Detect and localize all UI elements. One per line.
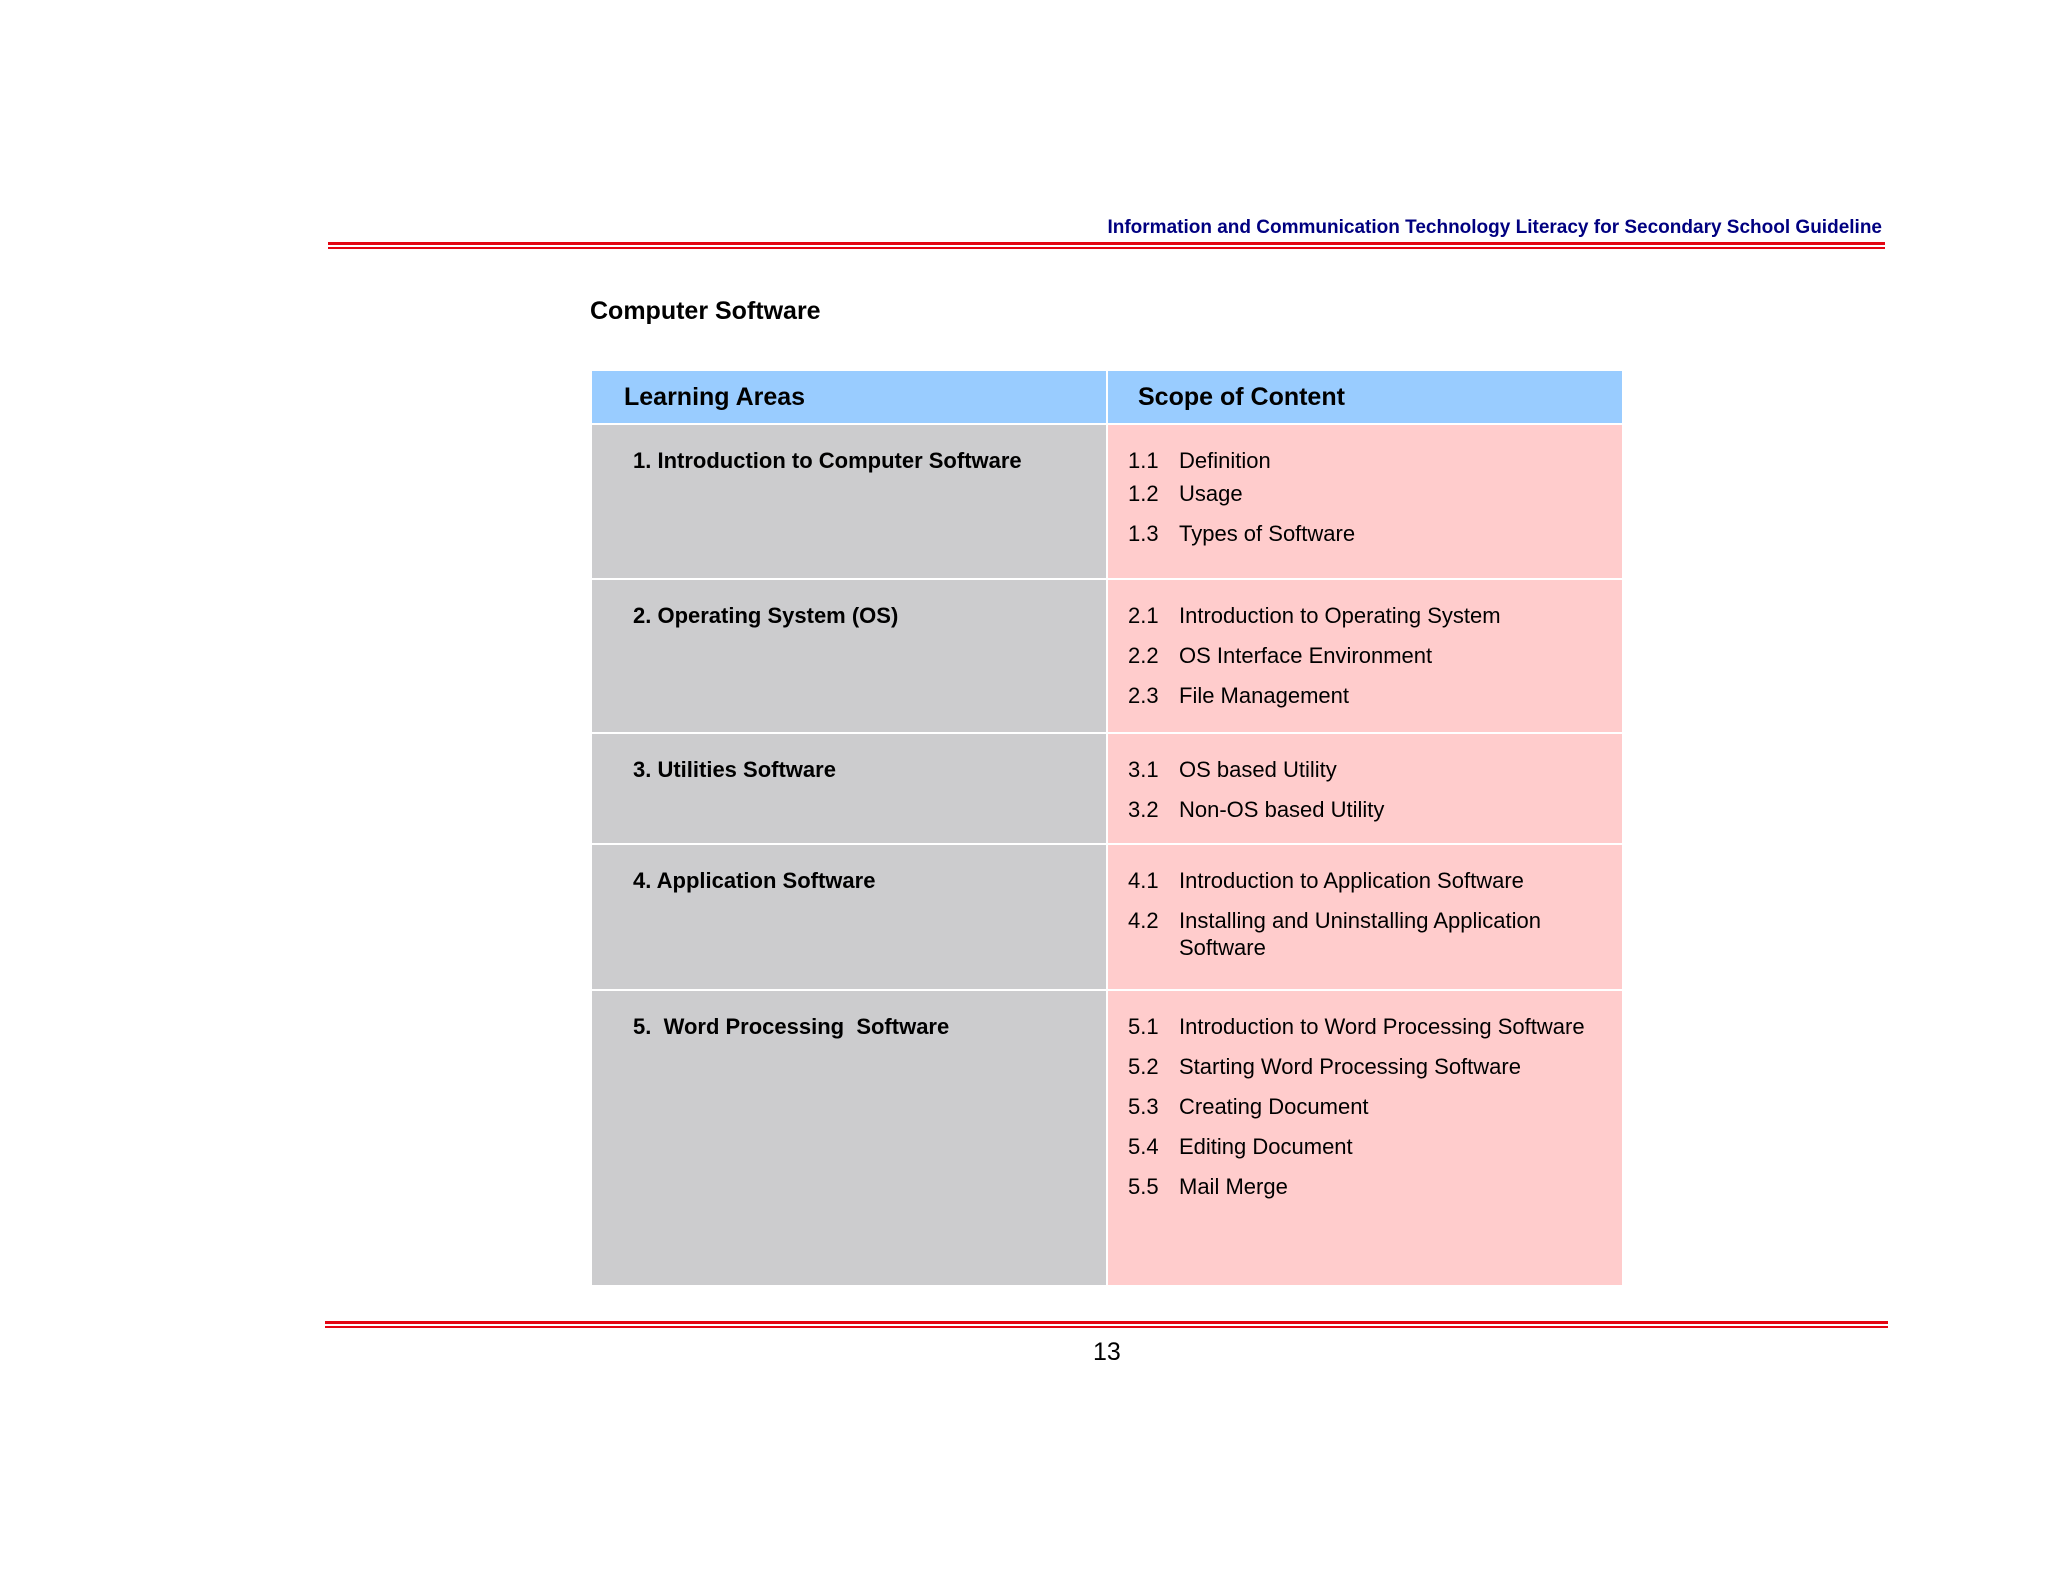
scope-item-number: 1.2 bbox=[1128, 481, 1159, 506]
learning-area-cell bbox=[591, 844, 1107, 990]
learning-area-label: 4. Application Software bbox=[633, 868, 876, 893]
scope-list bbox=[1108, 734, 1622, 823]
scope-item-text: Starting Word Processing Software bbox=[1179, 1054, 1521, 1079]
scope-item bbox=[1108, 796, 1622, 823]
scope-item-text: Definition bbox=[1179, 448, 1271, 473]
scope-item-number: 5.3 bbox=[1128, 1094, 1159, 1119]
table-row bbox=[591, 733, 1623, 844]
learning-area-cell bbox=[591, 424, 1107, 579]
scope-list bbox=[1108, 845, 1622, 961]
scope-item-number: 3.2 bbox=[1128, 797, 1159, 822]
scope-item bbox=[1108, 907, 1622, 961]
learning-areas-table bbox=[590, 369, 1624, 1287]
scope-item-number: 5.2 bbox=[1128, 1054, 1159, 1079]
scope-item bbox=[1108, 480, 1622, 507]
scope-item bbox=[1108, 1133, 1622, 1160]
table-row bbox=[591, 579, 1623, 733]
scope-item-text: Introduction to Operating System bbox=[1179, 603, 1501, 628]
scope-item-number: 1.3 bbox=[1128, 521, 1159, 546]
scope-item-number: 5.5 bbox=[1128, 1174, 1159, 1199]
scope-cell bbox=[1107, 733, 1623, 844]
scope-list bbox=[1108, 425, 1622, 547]
scope-item bbox=[1108, 756, 1622, 783]
scope-item-text: OS based Utility bbox=[1179, 757, 1337, 782]
scope-item bbox=[1108, 1173, 1622, 1200]
scope-item bbox=[1108, 682, 1622, 709]
learning-area-label: 1. Introduction to Computer Software bbox=[633, 448, 1022, 473]
scope-item-number: 2.2 bbox=[1128, 643, 1159, 668]
scope-item bbox=[1108, 602, 1622, 629]
learning-area-cell bbox=[591, 579, 1107, 733]
scope-item-number: 1.1 bbox=[1128, 448, 1159, 473]
scope-item-number: 5.1 bbox=[1128, 1014, 1159, 1039]
page-number: 13 bbox=[1093, 1338, 1121, 1366]
scope-list bbox=[1108, 991, 1622, 1200]
table-header-row bbox=[591, 370, 1623, 424]
scope-item-text: Types of Software bbox=[1179, 521, 1356, 546]
scope-item-number: 2.3 bbox=[1128, 683, 1159, 708]
document-header-title: Information and Communication Technology Literacy for Secondary School Guideline bbox=[1107, 217, 1882, 238]
scope-item-text: OS Interface Environment bbox=[1179, 643, 1433, 668]
learning-area-label: 3. Utilities Software bbox=[633, 757, 836, 782]
scope-cell bbox=[1107, 579, 1623, 733]
scope-item-text: Usage bbox=[1179, 481, 1243, 506]
header-divider bbox=[328, 242, 1885, 250]
scope-cell bbox=[1107, 424, 1623, 579]
scope-item-number: 3.1 bbox=[1128, 757, 1159, 782]
scope-item bbox=[1108, 1053, 1622, 1080]
scope-item bbox=[1108, 1013, 1622, 1040]
scope-item-number: 4.1 bbox=[1128, 868, 1159, 893]
table-row bbox=[591, 424, 1623, 579]
scope-item-text: Creating Document bbox=[1179, 1094, 1369, 1119]
scope-item-text: Mail Merge bbox=[1179, 1174, 1288, 1199]
learning-area-label: 2. Operating System (OS) bbox=[633, 603, 899, 628]
section-title: Computer Software bbox=[590, 297, 821, 325]
scope-item-number: 5.4 bbox=[1128, 1134, 1159, 1159]
scope-item bbox=[1108, 447, 1622, 474]
learning-area-cell bbox=[591, 733, 1107, 844]
table-row bbox=[591, 990, 1623, 1286]
learning-area-label: 5. Word Processing Software bbox=[633, 1014, 950, 1039]
footer-divider bbox=[325, 1321, 1888, 1329]
scope-item-number: 2.1 bbox=[1128, 603, 1159, 628]
scope-cell bbox=[1107, 990, 1623, 1286]
table-row bbox=[591, 844, 1623, 990]
scope-item-text: Installing and Uninstalling Application Software bbox=[1179, 908, 1542, 960]
scope-item-text: Introduction to Word Processing Software bbox=[1179, 1014, 1585, 1039]
scope-item-text: Editing Document bbox=[1179, 1134, 1353, 1159]
scope-list bbox=[1108, 580, 1622, 709]
scope-item-text: File Management bbox=[1179, 683, 1349, 708]
scope-item bbox=[1108, 1093, 1622, 1120]
scope-item-text: Introduction to Application Software bbox=[1179, 868, 1524, 893]
scope-cell bbox=[1107, 844, 1623, 990]
scope-item-text: Non-OS based Utility bbox=[1179, 797, 1385, 822]
scope-item bbox=[1108, 520, 1622, 547]
column-header-scope-of-content: Scope of Content bbox=[1107, 370, 1623, 424]
scope-item bbox=[1108, 642, 1622, 669]
scope-item bbox=[1108, 867, 1622, 894]
column-header-learning-areas: Learning Areas bbox=[591, 370, 1107, 424]
scope-item-number: 4.2 bbox=[1128, 908, 1159, 933]
learning-area-cell bbox=[591, 990, 1107, 1286]
